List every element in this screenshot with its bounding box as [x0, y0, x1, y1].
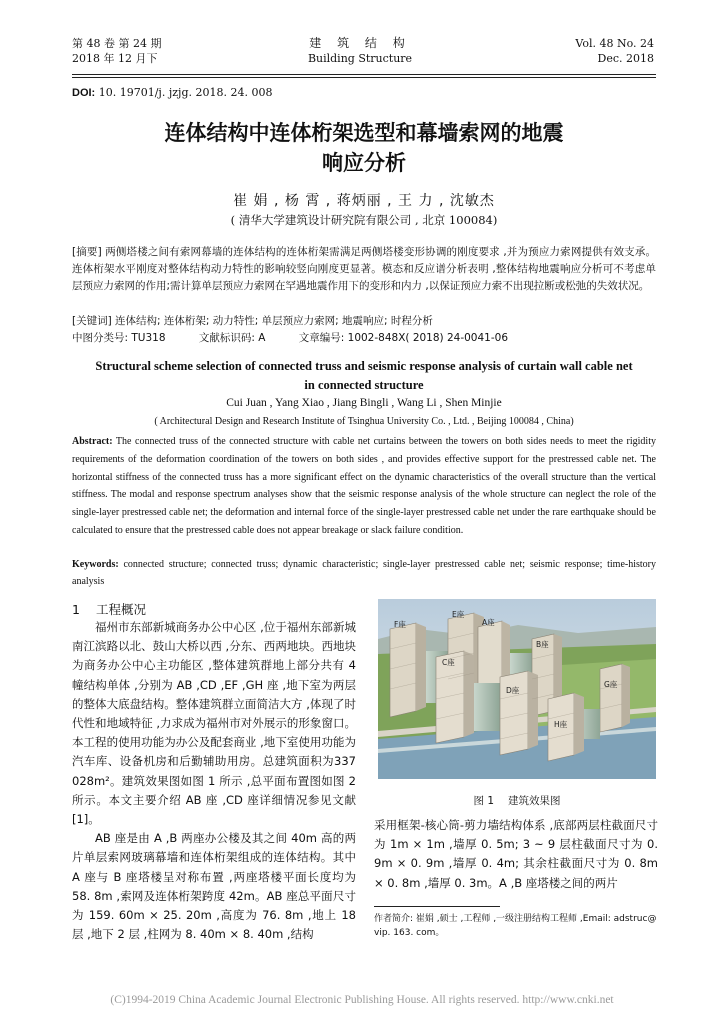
section-heading — [72, 600, 146, 618]
label-tower-d: D座 — [506, 686, 520, 695]
abstract-en-text: The connected truss of the connected structure with cable net curtains between the towers on both sides needs to meet the rigidity requirements of the deformation coordination of the towers on both sides , and provides effective support for the prestressed cable net. The horizontal stiffness of the connected truss has a more significant effect on the dynamic characteristics of the overall structure than the vertical stiffness. The modal and response spectrum analyses show that the seismic response analysis of the whole structure can neglect the role of the single-layer prestressed cable net; the deformation and internal force of the single-layer prestressed cable net under the rare earthquake should be calculated to ensure that the prestressed cable does not appear breakage or slack failure condition. — [72, 436, 656, 536]
doi — [72, 86, 272, 99]
affiliation-en: ( Architectural Design and Research Institute of Tsinghua University Co. , Ltd. , Beijing 100084 , China) — [154, 416, 574, 427]
footnote-rule — [374, 906, 500, 907]
journal-name — [290, 36, 430, 66]
figure-caption-text: 建筑效果图 — [508, 795, 561, 807]
tower-f — [390, 623, 426, 717]
authors-en: Cui Juan , Yang Xiao , Jiang Bingli , Wang Li , Shen Minjie — [226, 397, 502, 409]
header-rule — [72, 74, 656, 75]
issue-date-cn: 2018 年 12 月下 — [72, 52, 158, 65]
label-tower-b: B座 — [536, 640, 549, 649]
authors-cn: 崔 娟 , 杨 霄 , 蒋炳丽 , 王 力 , 沈敏杰 — [233, 193, 495, 209]
label-tower-h: H座 — [554, 720, 568, 729]
author-footnote: 作者简介: 崔娟 ,硕士 ,工程师 ,一级注册结构工程师 ,Email: adstruc@ vip. 163. com。 — [374, 914, 657, 938]
abstract-cn: [摘要] 两侧塔楼之间有索网幕墙的连体结构的连体桁架需满足两侧塔楼变形协调的刚度要求 ,并为预应力索网提供有效支承。连体桁架水平刚度对整体结构动力特性的影响较竖向刚度更显著。模态和反应谱分析表明 ,整体结构地震响应分析可不考虑单层预应力索网的作用;需计算单层预应力索网在罕遇地震作用下的变形和内力 ,以保证预应力索不出现拉断或松弛的失效状况。 — [72, 246, 656, 292]
abstract-en-label: Abstract: — [72, 436, 113, 447]
journal-name-en: Building Structure — [307, 52, 413, 65]
paper-title-en: Structural scheme selection of connected truss and seismic response analysis of curtain wall cable net in connected structure — [95, 359, 633, 392]
body-paragraph: AB 座是由 A ,B 两座办公楼及其之间 40m 高的两片单层索网玻璃幕墙和连体桁架组成的连体结构。其中 A 座与 B 座塔楼呈对称布置 ,两座塔楼平面长度均为 58. 8m ,索网及连体桁架跨度 42m。AB 座总平面尺寸为 159. 60m × 25. 20m ,高度为 76. 8m ,地上 18 层 ,地下 2 层 ,柱网为 8. 40m × 8. 40m ,结构 — [72, 831, 356, 942]
label-tower-f: F座 — [394, 620, 406, 629]
copyright-watermark: (C)1994-2019 China Academic Journal Electronic Publishing House. All rights reserved. http://www.cnki.net — [110, 994, 614, 1006]
label-tower-c: C座 — [442, 658, 455, 667]
doi-value[interactable]: 10. 19701/j. jzjg. 2018. 24. 008 — [95, 86, 273, 99]
title-cn-line1: 连体结构中连体桁架选型和幕墙索网的地震 — [164, 121, 564, 145]
label-tower-e: E座 — [452, 610, 465, 619]
tower-d — [500, 671, 538, 755]
volume-issue-en: Vol. 48 No. 24 — [575, 37, 654, 50]
figure-1-caption — [378, 793, 656, 808]
building-rendering-image — [378, 599, 656, 779]
doi-label: DOI: — [72, 87, 96, 99]
keywords-en-text: connected structure; connected truss; dynamic characteristic; single-layer prestressed cable net; seismic response; time-history analysis — [72, 559, 656, 587]
affiliation-cn: ( 清华大学建筑设计研究院有限公司 , 北京 100084) — [230, 213, 498, 227]
body-paragraph: 福州市东部新城商务办公中心区 ,位于福州东部新城南江滨路以北、鼓山大桥以西 ,分东、西两地块。西地块为商务办公中心主功能区 ,整体建筑群地上部分共有 4 幢结构单体 ,分别为 AB ,CD ,EF ,GH 座 ,地下室为两层的整体大底盘结构。整体建筑群立面简洁大方 ,体现了时代性和地域特征 ,力求成为福州市对外展示的形象窗口。本工程的使用功能为办公及配套商业 ,地下室使用功能为汽车库、设备机房和后勤辅助用房。总建筑面积为337 028m²。建筑效果图如图 1 所示 ,总平面布置图如图 2 所示。本文主要介绍 AB 座 ,CD 座详细情况参见文献[1]。 — [72, 620, 356, 827]
label-tower-g: G座 — [604, 680, 618, 689]
clc-number: 中图分类号: TU318 — [72, 332, 166, 344]
keywords-en-label: Keywords: — [72, 559, 119, 570]
abstract-en — [72, 433, 656, 540]
section-title: 工程概况 — [95, 602, 146, 617]
classification-line — [72, 330, 656, 345]
body-text-right: 采用框架-核心筒-剪力墙结构体系 ,底部两层柱截面尺寸为 1m × 1m ,墙厚 0. 5m; 3 ~ 9 层柱截面尺寸为 0. 9m × 0. 9m ,墙厚 0. 4m; 其余柱截面尺寸为 0. 8m × 0. 8m ,墙厚 0. 3m。A ,B 座塔楼之间的两片 — [374, 818, 658, 890]
issue-date-en: Dec. 2018 — [597, 52, 654, 65]
figure-number: 图 1 — [473, 795, 495, 807]
tower-g — [600, 664, 630, 732]
body-text-left — [72, 618, 356, 944]
header-rule-thin — [72, 77, 656, 78]
label-tower-a: A座 — [482, 618, 495, 627]
journal-volume-en — [575, 36, 654, 66]
paper-title-cn — [72, 118, 656, 178]
volume-issue-cn: 第 48 卷 第 24 期 — [72, 37, 162, 50]
article-number: 文章编号: 1002-848X( 2018) 24-0041-06 — [298, 332, 508, 344]
journal-volume-issue — [72, 36, 161, 66]
figure-1-rendering — [378, 599, 656, 779]
journal-name-cn: 建 筑 结 构 — [309, 36, 411, 50]
section-number: 1 — [72, 602, 80, 617]
document-code: 文献标识码: A — [198, 332, 266, 344]
title-cn-line2: 响应分析 — [322, 151, 406, 175]
keywords-en — [72, 556, 656, 590]
keywords-cn: [关键词] 连体结构; 连体桁架; 动力特性; 单层预应力索网; 地震响应; 时程分析 — [72, 315, 433, 327]
cable-net-curtain-cd — [474, 683, 500, 731]
